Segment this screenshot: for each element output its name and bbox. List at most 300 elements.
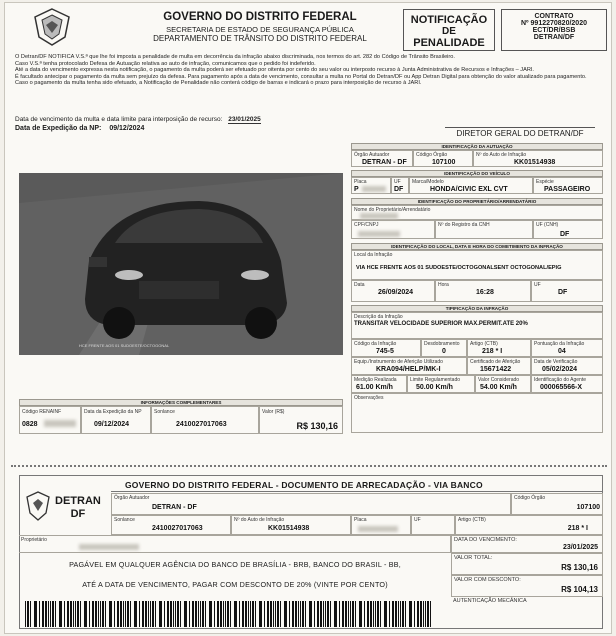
section-informacoes: INFORMAÇÕES COMPLEMENTARES [19,399,343,406]
agente-value: 000065566-X [540,384,583,391]
barcode-bar [334,601,337,627]
contract-code: ECT/DR/BSB [532,27,576,34]
barcode-bar [130,601,131,627]
renainf-redacted [44,420,76,427]
barcode-bar [389,601,390,627]
equipamento-value: KRA094/HELP/MK-I [376,366,441,373]
valor-desconto-cell [451,575,603,597]
barcode-bar [242,601,244,627]
proprietario-nome-cell [351,205,603,220]
barcode-bar [345,601,347,627]
barcode-bar [80,601,81,627]
barcode-bar [267,601,269,627]
barcode-bar [270,601,272,627]
barcode-bar [55,601,56,627]
boleto-title-rule [111,491,603,492]
certificado-value: 15671422 [480,366,512,373]
notification-title-line1: NOTIFICAÇÃO [410,14,488,26]
equipamento-label: Equip./Instrumento de Aferição Utilizado [354,359,443,365]
expedicao-label: Data da Expedição da NP [84,409,142,415]
detran-logo-line2: DF [70,508,86,520]
departamento-title: DEPARTAMENTO DE TRÂNSITO DO DISTRITO FEDERAL [153,34,367,43]
especie-label: Espécie [536,179,554,185]
intro-line: Até a data do vencimento expressa nesta notificação, o pagamento da multa poderá ser efetuado por oitenta por cento do seu valor ou interposto recurso à Junta Administrativa de Recursos e Infrações – JARI. [15,67,534,74]
barcode-bar [114,601,115,627]
barcode-bar [314,601,315,627]
boleto-artigo-value: 218 * I [567,525,588,532]
barcode-bar [25,601,26,627]
barcode-bar [209,601,212,627]
local-label: Local da Infração [354,252,393,258]
marca-modelo-label: Marca/Modelo [412,179,444,185]
intro-line: Caso o pagamento da multa tenha sido efetuado, a Notificação de Penalidade não conterá código de barras e indicará o prazo para interposição de recurso à JARI. [15,80,422,87]
auto-infracao-cell [473,150,603,167]
local-data-cell [351,280,435,302]
ufcnh-value: DF [560,231,570,238]
placa-value: P [354,186,359,193]
limite-label: Limite Regulamentado [410,377,461,383]
barcode-bar [370,601,372,627]
valor-total-label: VALOR TOTAL: [454,555,493,561]
barcode-bar [250,601,251,627]
certificado-label: Certificado de Aferição [470,359,521,365]
proprietario-nome-redacted [360,213,398,219]
barcode-bar [148,601,149,627]
sonlance-value: 2410027017063 [176,421,227,428]
veiculo-uf-label: UF [394,179,401,185]
barcode-bar [67,601,69,627]
sonlance-cell [151,406,259,434]
boleto-sonlance-label: Sonlance [114,517,135,523]
especie-value: PASSAGEIRO [544,186,591,193]
barcode-bar [375,601,376,627]
notification-title-line2: DE [442,26,456,37]
renainf-value: 0828 [22,421,38,428]
barcode-bar [373,601,374,627]
barcode-bar [392,601,394,627]
artigo-value: 218 * I [482,348,503,355]
valor-label: Valor (R$) [262,409,285,415]
barcode-bar [77,601,79,627]
photo-caption: HCE FRENTE AOS 01 SUDOESTE/OCTOGONAL [79,343,170,348]
barcode-bar [309,601,312,627]
due-date-value: 23/01/2025 [228,116,261,123]
barcode-bar [295,601,297,627]
barcode-bar [84,601,87,627]
limite-cell [407,375,475,393]
barcode-bar [42,601,44,627]
boleto-vencimento-cell [451,535,603,553]
local-uf-value: DF [558,289,568,296]
barcode-bar [127,601,129,627]
barcode-bar [342,601,344,627]
pontuacao-label: Pontuação da Infração [534,341,585,347]
observacoes-cell [351,393,603,433]
barcode-bar [305,601,306,627]
ufcnh-cell [533,220,603,239]
secretaria-title: SECRETARIA DE ESTADO DE SEGURANÇA PÚBLICA [166,25,354,34]
boleto-vencimento-value: 23/01/2025 [562,544,598,551]
barcode-bar [275,601,276,627]
barcode-bar [325,601,326,627]
barcode-bar [170,601,172,627]
barcode-bar [30,601,31,627]
descricao-value: TRANSITAR VELOCIDADE SUPERIOR MAX.PERMIT.ATE 20% [354,321,528,327]
barcode [25,601,435,627]
intro-text [15,54,603,87]
auto-infracao-label: Nº do Auto de Infração [476,152,527,158]
barcode-bar [273,601,274,627]
valor-total-value: R$ 130,16 [561,563,598,572]
barcode-bar [384,601,387,627]
local-hora-label: Hora [438,282,449,288]
issue-date-label: Data de Expedição da NP: [15,125,102,132]
barcode-bar [117,601,119,627]
orgao-autuador-cell [351,150,413,167]
barcode-bar [159,601,162,627]
expedicao-cell [81,406,151,434]
codigo-orgao-label: Código Órgão [416,152,448,158]
barcode-bar [380,601,381,627]
barcode-bar [302,601,304,627]
local-data-value: 26/09/2024 [378,289,414,296]
marca-modelo-value: HONDA/CIVIC EXL CVT [430,186,508,193]
boleto-sonlance-cell [111,515,231,535]
barcode-bar [220,601,222,627]
barcode-bar [300,601,301,627]
barcode-bar [180,601,181,627]
barcode-bar [230,601,231,627]
boleto-artigo-label: Artigo (CTB) [458,517,486,523]
barcode-bar [64,601,65,627]
barcode-bar [177,601,179,627]
barcode-bar [167,601,169,627]
contract-box [501,9,607,51]
barcode-bar [155,601,156,627]
due-date-label: Data de vencimento da multa e data limite para interposição de recurso: [15,116,223,123]
desdobramento-cell [421,339,467,357]
pontuacao-value: 04 [558,348,566,355]
barcode-bar [92,601,94,627]
desdobramento-value: 0 [442,348,446,355]
barcode-bar [395,601,397,627]
barcode-bar [420,601,422,627]
barcode-bar [352,601,354,627]
barcode-bar [59,601,62,627]
codigo-infracao-cell [351,339,421,357]
barcode-bar [145,601,147,627]
boleto-placa-label: Placa [354,517,367,523]
boleto-sonlance-value: 2410027017063 [152,525,203,532]
due-date-row [15,116,261,123]
agente-cell [531,375,603,393]
placa-label: Placa [354,179,367,185]
barcode-bar [120,601,122,627]
local-uf-label: UF [534,282,541,288]
barcode-bar [323,601,324,627]
local-value: VIA HCE FRENTE AOS 01 SUDOESTE/OCTOGONALSENT OCTOGONAL/EPIG [356,265,562,271]
boleto-codigo-cell [511,493,603,515]
marca-modelo-cell [409,177,533,194]
veiculo-uf-cell [391,177,409,194]
barcode-bar [259,601,262,627]
descricao-cell [351,312,603,339]
barcode-bar [173,601,174,627]
barcode-bar [400,601,401,627]
auto-infracao-value: KK01514938 [514,159,556,166]
barcode-bar [217,601,219,627]
boleto-placa-redacted [358,526,398,532]
barcode-bar [327,601,329,627]
contract-dept: DETRAN/DF [533,34,575,41]
detran-logo-text [55,495,101,521]
gov-title: GOVERNO DO DISTRITO FEDERAL [163,11,357,23]
barcode-bar [34,601,37,627]
boleto-proprietario-label: Proprietário [21,537,47,543]
section-tipificacao: TIPIFICAÇÃO DA INFRAÇÃO [351,305,603,312]
barcode-bar [134,601,137,627]
medicao-label: Medição Realizada [354,377,397,383]
considerado-cell [475,375,531,393]
barcode-bar [298,601,299,627]
boleto-orgao-label: Órgão Autuador [114,495,150,501]
barcode-bar [139,601,140,627]
barcode-bar [152,601,154,627]
barcode-bar [100,601,101,627]
boleto-auto-value: KK01514938 [268,525,310,532]
desconto-text: ATÉ A DATA DE VENCIMENTO, PAGAR COM DESCONTO DE 20% (VINTE POR CENTO) [82,580,388,589]
considerado-label: Valor Considerado [478,377,520,383]
valor-total-cell [451,553,603,575]
barcode-bar [184,601,187,627]
verificacao-label: Data de Verificação [534,359,578,365]
local-hora-cell [435,280,531,302]
boleto-gov-title: GOVERNO DO DISTRITO FEDERAL - DOCUMENTO DE ARRECADAÇÃO - VIA BANCO [125,480,483,490]
intro-line: É facultado antecipar o pagamento da multa sem prejuízo da defesa. Para pagamento após a data de vencimento, consultar a multa no Portal do Detran/DF ou App Detran Digital para obtenção do valor atualizado para pagamento. [15,73,587,80]
barcode-bar [239,601,240,627]
contract-number: Nº 9912270820/2020 [520,20,587,27]
verificacao-value: 05/02/2024 [542,366,578,373]
equipamento-cell [351,357,467,375]
barcode-bar [98,601,99,627]
cpf-cell [351,220,435,239]
barcode-bar [192,601,194,627]
artigo-cell [467,339,531,357]
barcode-bar [377,601,379,627]
barcode-bar [175,601,176,627]
barcode-bar [423,601,424,627]
section-autuacao: IDENTIFICAÇÃO DA AUTUAÇÃO [351,143,603,150]
cpf-label: CPF/CNPJ [354,222,379,228]
boleto-codigo-value: 107100 [576,504,600,511]
barcode-bar [348,601,349,627]
barcode-bar [405,601,406,627]
barcode-bar [39,601,40,627]
section-proprietario: IDENTIFICAÇÃO DO PROPRIETÁRIO/ARRENDATÁRIO [351,198,603,205]
especie-cell [533,177,603,194]
boleto-auto-label: Nº do Auto de Infração [234,517,285,523]
barcode-bar [70,601,72,627]
barcode-bar [227,601,229,627]
issue-date-value: 09/12/2024 [109,125,145,132]
barcode-bar [359,601,362,627]
orgao-autuador-value: DETRAN - DF [362,159,407,166]
barcode-bar [198,601,199,627]
notification-title-line3: PENALIDADE [413,37,485,49]
intro-line: Caso V.S.ª tenha protocolado Defesa de Autuação relativa ao auto de infração, comunicamos que o pedido foi indeferido. [15,60,316,67]
barcode-bar [320,601,322,627]
barcode-bar [73,601,74,627]
codigo-infracao-value: 745-5 [376,348,394,355]
barcode-bar [48,601,49,627]
intro-line: O Detran/DF NOTIFICA V.S.ª que lhe foi imposta a penalidade de multa em decorrência da infração abaixo discriminada, nos termos do art. 282 do Código de Trânsito Brasileiro. [15,54,455,60]
valor-value: R$ 130,16 [296,421,338,431]
agente-label: Identificação do Agente [534,377,586,383]
autenticacao-label: AUTENTICAÇÃO MECÂNICA [453,598,527,604]
boleto-artigo-cell [455,515,603,535]
barcode-bar [280,601,281,627]
veiculo-uf-value: DF [394,186,404,193]
barcode-bar [223,601,224,627]
barcode-bar [195,601,197,627]
certificado-cell [467,357,531,375]
desdobramento-label: Desdobramento [424,341,460,347]
boleto-codigo-label: Código Órgão [514,495,546,501]
limite-value: 50.00 Km/h [416,384,453,391]
barcode-bar [398,601,399,627]
section-local: IDENTIFICAÇÃO DO LOCAL, DATA E HORA DO COMETIMENTO DA INFRAÇÃO [351,243,603,250]
barcode-bar [339,601,340,627]
barcode-bar [27,601,29,627]
local-data-label: Data [354,282,365,288]
local-hora-value: 16:28 [476,289,494,296]
boleto-orgao-cell [111,493,511,515]
boleto-proprietario-cell [19,535,451,553]
tear-line [11,465,607,467]
barcode-bar [234,601,237,627]
barcode-bar [364,601,365,627]
barcode-bar [292,601,294,627]
cpf-redacted [358,231,400,237]
barcode-bar [330,601,331,627]
valor-desconto-label: VALOR COM DESCONTO: [454,577,521,583]
barcode-bar [367,601,369,627]
barcode-bar [245,601,247,627]
placa-cell [351,177,391,194]
cnh-cell [435,220,533,239]
speed-camera-photo [19,173,343,355]
barcode-bar [52,601,54,627]
codigo-infracao-label: Código da Infração [354,341,397,347]
barcode-bar [95,601,97,627]
sonlance-label: Sonlance [154,409,175,415]
barcode-bar [248,601,249,627]
placa-redacted [362,186,386,192]
barcode-bar [189,601,190,627]
observacoes-label: Observações [354,395,384,401]
barcode-bar [430,601,431,627]
barcode-graphic [25,601,435,627]
barcode-bar [289,601,290,627]
barcode-bar [205,601,206,627]
barcode-bar [414,601,415,627]
barcode-bar [350,601,351,627]
barcode-bar [425,601,426,627]
barcode-bar [89,601,90,627]
barcode-bar [214,601,215,627]
barcode-bar [123,601,124,627]
barcode-bar [200,601,201,627]
barcode-bar [109,601,112,627]
barcode-bar [105,601,106,627]
barcode-bar [417,601,419,627]
cnh-label: Nº do Registro da CNH [438,222,490,228]
boleto-auto-cell [231,515,351,535]
barcode-bar [255,601,256,627]
renainf-cell [19,406,81,434]
boleto-proprietario-redacted [79,544,139,550]
director-signature-line [445,127,595,128]
barcode-bar [102,601,104,627]
notification-title-box [403,9,495,51]
considerado-value: 54.00 Km/h [480,384,517,391]
barcode-bar [125,601,126,627]
local-cell [351,250,603,280]
artigo-label: Artigo (CTB) [470,341,498,347]
codigo-orgao-cell [413,150,473,167]
barcode-bar [264,601,265,627]
boleto-vencimento-label: DATA DO VENCIMENTO: [454,537,517,543]
barcode-bar [164,601,165,627]
barcode-bar [142,601,144,627]
descricao-label: Descrição da Infração [354,314,403,320]
local-uf-cell [531,280,603,302]
medicao-cell [351,375,407,393]
boleto-uf-label: UF [414,517,421,523]
barcode-bar [75,601,76,627]
pontuacao-cell [531,339,603,357]
orgao-autuador-label: Órgão Autuador [354,152,390,158]
codigo-orgao-value: 107100 [432,159,456,166]
barcode-bar [284,601,287,627]
director-title: DIRETOR GERAL DO DETRAN/DF [456,129,584,138]
barcode-bar [409,601,412,627]
barcode-bar [50,601,51,627]
pagavel-text: PAGÁVEL EM QUALQUER AGÊNCIA DO BANCO DE BRASÍLIA - BRB, BANCO DO BRASIL - BB, [69,560,401,569]
barcode-bar [225,601,226,627]
barcode-bar [427,601,429,627]
verificacao-cell [531,357,603,375]
barcode-bar [150,601,151,627]
medicao-value: 61.00 Km/h [356,384,393,391]
boleto-uf-cell [411,515,455,535]
barcode-bar [202,601,204,627]
boleto-orgao-value: DETRAN - DF [152,504,197,511]
section-veiculo: IDENTIFICAÇÃO DO VEÍCULO [351,170,603,177]
barcode-bar [402,601,404,627]
barcode-bar [355,601,356,627]
barcode-bar [252,601,254,627]
barcode-bar [45,601,47,627]
gdf-coat-of-arms-icon [31,7,73,47]
barcode-bar [317,601,319,627]
contract-label: CONTRATO [534,13,574,20]
ufcnh-label: UF (CNH) [536,222,559,228]
issue-date-row [15,125,144,132]
proprietario-nome-label: Nome do Proprietário/Arrendatário [354,207,431,213]
detran-logo-line1: DETRAN [55,495,101,507]
renainf-label: Código RENAINF [22,409,62,415]
